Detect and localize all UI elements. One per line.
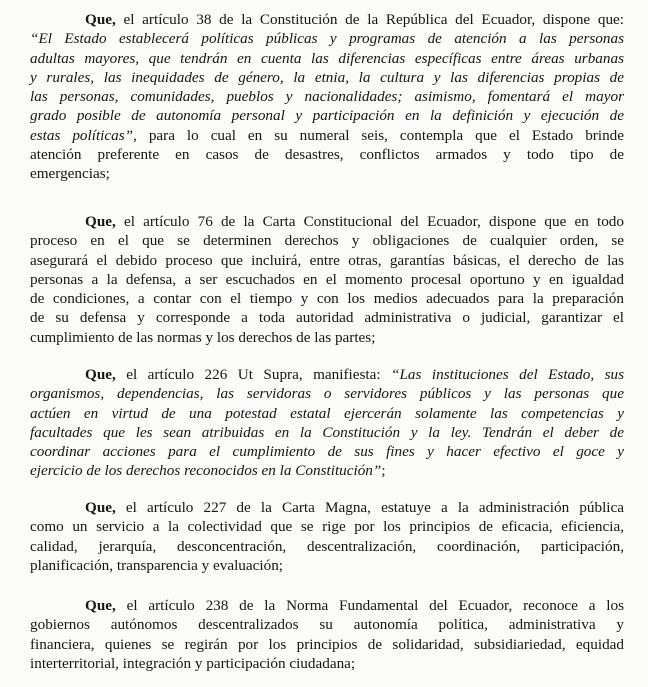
- text-line: [30, 29, 624, 48]
- quote-run: actúen en virtud de una potestad estatal ejercerán solamente las competencias y: [30, 404, 624, 422]
- text-line: [30, 328, 624, 347]
- text-line: [30, 87, 624, 106]
- text-run: , para lo cual en su numeral seis, contempla que el Estado brinde: [133, 126, 624, 144]
- text-line: [30, 145, 624, 164]
- text-run: atención preferente en casos de desastres, conflictos armados y todo tipo de: [30, 146, 624, 164]
- text-line: [30, 68, 624, 87]
- paragraph-art-226: [30, 365, 624, 481]
- text-line: [30, 270, 624, 289]
- text-run: como un servicio a la colectividad que se rige por los principios de eficacia, eficiencia,: [30, 518, 624, 536]
- text-line: [30, 10, 624, 29]
- text-line: [30, 365, 624, 384]
- text-run: el artículo 238 de la Norma Fundamental del Ecuador, reconoce a los: [115, 597, 624, 614]
- text-run: planificación, transparencia y evaluación;: [30, 556, 284, 574]
- quote-run: facultades que les sean atribuidas en la Constitución y la ley. Tendrán el deber de: [30, 423, 624, 441]
- text-run: el artículo 76 de la Carta Constitucional del Ecuador, dispone que en todo: [115, 213, 624, 230]
- quote-run: coordinar acciones para el cumplimiento de sus fines y hacer efectivo el goce y: [30, 443, 624, 461]
- text-line: [30, 404, 624, 423]
- que-lead: Que,: [85, 499, 116, 516]
- paragraph-art-227: [30, 498, 624, 575]
- text-run: de condiciones, a contar con el tiempo y con los medios adecuados para la preparación: [30, 290, 624, 308]
- text-line: [30, 635, 624, 654]
- que-lead: Que,: [85, 213, 116, 230]
- text-line: [30, 289, 624, 308]
- text-run: gobiernos autónomos descentralizados su autonomía política, administrativa y: [30, 616, 624, 634]
- quote-run: organismos, dependencias, las servidoras o servidores públicos y las personas que: [30, 385, 624, 403]
- text-line: [30, 423, 624, 442]
- text-line: [30, 442, 624, 461]
- text-run: asegurará el debido proceso que incluirá, entre otras, garantías básicas, el derecho de las: [30, 251, 624, 269]
- text-run: calidad, jerarquía, desconcentración, descentralización, coordinación, participación,: [30, 537, 624, 555]
- quote-run: “El Estado establecerá políticas públicas y programas de atención a las personas: [30, 30, 624, 48]
- text-run: financiera, quienes se regirán por los principios de solidaridad, subsidiariedad, equidad: [30, 635, 624, 653]
- text-run: el artículo 38 de la Constitución de la República del Ecuador, dispone que:: [115, 11, 624, 28]
- text-run: personas a la defensa, a ser escuchados en el momento procesal oportuno y en igualdad: [30, 270, 624, 288]
- text-line: [30, 615, 624, 634]
- text-line: [30, 654, 624, 673]
- text-run: de su defensa y corresponde a toda autoridad administrativa o judicial, garantizar el: [30, 309, 624, 327]
- text-line: [30, 106, 624, 125]
- que-lead: Que,: [85, 11, 116, 28]
- text-run: ;: [381, 462, 386, 480]
- text-line: [30, 498, 624, 517]
- text-line: [30, 231, 624, 250]
- text-line: [30, 384, 624, 403]
- text-run: emergencias;: [30, 165, 110, 183]
- text-run: el artículo 227 de la Carta Magna, estatuye a la administración pública: [115, 499, 624, 516]
- text-line: [30, 537, 624, 556]
- paragraph-art-38: [30, 10, 624, 184]
- quote-run: “Las instituciones del Estado, sus: [391, 366, 624, 383]
- quote-run: adultas mayores, que tendrán en cuenta las diferencias específicas entre áreas urbanas: [30, 49, 624, 67]
- que-lead: Que,: [85, 597, 116, 614]
- text-line: [30, 126, 624, 145]
- paragraph-art-238: [30, 596, 624, 673]
- text-line: [30, 517, 624, 536]
- quote-run: grado posible de autonomía personal y participación en la definición y ejecución de: [30, 107, 624, 125]
- text-line: [30, 251, 624, 270]
- text-line: [30, 308, 624, 327]
- quote-run: estas políticas”: [30, 126, 134, 144]
- text-line: [30, 49, 624, 68]
- text-run: proceso en el que se determinen derechos y obligaciones de cualquier orden, se: [30, 232, 624, 250]
- text-line: [30, 596, 624, 615]
- text-line: [30, 556, 624, 575]
- quote-run: y rurales, las inequidades de género, la etnia, la cultura y las diferencias propias de: [30, 68, 624, 86]
- text-run: el artículo 226 Ut Supra, manifiesta:: [115, 366, 392, 383]
- que-lead: Que,: [85, 366, 116, 383]
- text-line: [30, 461, 624, 480]
- paragraph-art-76: [30, 212, 624, 347]
- text-line: [30, 212, 624, 231]
- quote-run: las personas, comunidades, pueblos y nacionalidades; asimismo, fomentará el mayor: [30, 88, 624, 106]
- quote-run: ejercicio de los derechos reconocidos en la Constitución”: [30, 462, 382, 480]
- text-line: [30, 164, 624, 183]
- text-run: interterritorial, integración y participación ciudadana;: [30, 654, 356, 672]
- text-run: cumplimiento de las normas y los derechos de las partes;: [30, 328, 376, 346]
